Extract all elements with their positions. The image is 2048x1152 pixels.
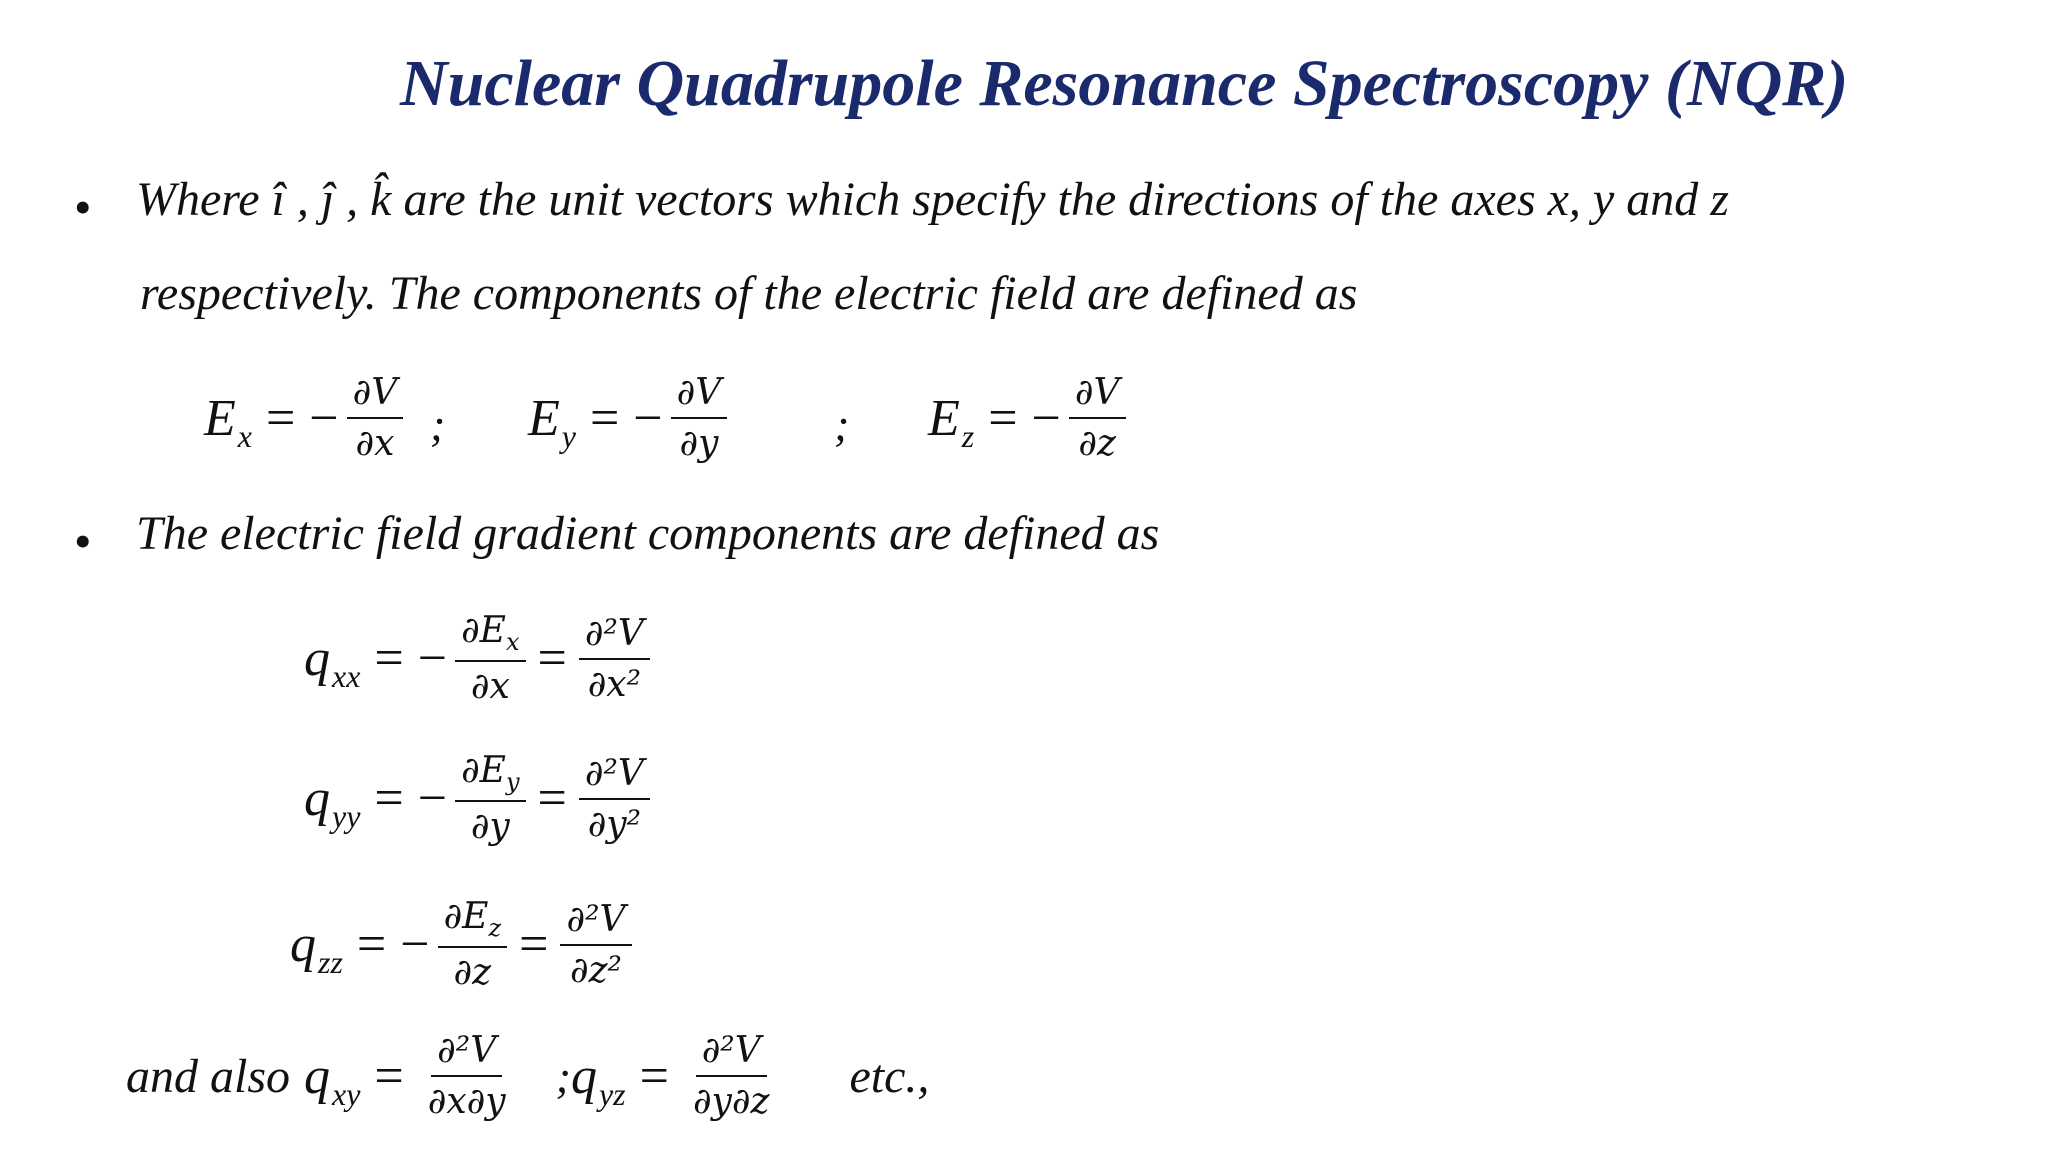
sep-1: ;: [430, 399, 446, 450]
eq-ex-lhs: E: [204, 389, 236, 447]
eq-qzz-num2: ∂²V: [560, 899, 631, 946]
last-suffix: etc.,: [849, 1049, 930, 1103]
eq-ey-sub: y: [561, 417, 576, 454]
eq-qzz-minus: −: [400, 916, 430, 974]
last-sep: ;: [555, 1050, 571, 1102]
eq-qxx-num2: ∂²V: [579, 613, 650, 660]
eq-ex-frac: [347, 372, 404, 464]
eq-qzz-equals2: =: [519, 916, 549, 974]
eq-qyy-num2: ∂²V: [579, 753, 650, 800]
bullet-1: •: [74, 179, 92, 235]
last-sub1: xy: [332, 1075, 361, 1112]
bullet-2: •: [74, 513, 92, 569]
eq-qzz-den2: ∂z²: [569, 949, 622, 991]
eq-qxx-equals: =: [374, 630, 404, 688]
slide-title: Nuclear Quadrupole Resonance Spectroscopy (NQR): [400, 47, 1849, 120]
eq-qyy-equals2: =: [537, 770, 567, 828]
eq-ez-minus: −: [1031, 389, 1061, 447]
eq-qzz-den1: ∂z: [453, 952, 492, 994]
eq-qzz-sub: zz: [318, 944, 343, 981]
eq-ez-den: ∂z: [1078, 423, 1116, 464]
eq-qxx-num1-wrap: [455, 610, 525, 662]
eq-qxx-num1sub: x: [505, 628, 520, 657]
last-equals2: =: [639, 1047, 669, 1105]
last-num2: ∂²V: [696, 1030, 767, 1077]
eq-qzz-num1sub: z: [488, 914, 502, 943]
eq-ey-num: ∂V: [671, 372, 728, 419]
eq-ey-equals: =: [589, 389, 620, 447]
sep-2: ;: [834, 399, 850, 450]
eq-qyy-sub: yy: [332, 798, 361, 835]
eq-ez-equals: =: [988, 389, 1018, 447]
eq-ex-sub: x: [237, 417, 252, 454]
eq-ex-num: ∂V: [347, 372, 404, 419]
eq-qyy-num1-wrap: [455, 750, 525, 802]
eq-qxx-den2: ∂x²: [587, 663, 642, 705]
eq-qxx-den1: ∂x: [470, 666, 510, 708]
eq-qyy-equals: =: [374, 770, 404, 828]
eq-qzz-lhs: q: [290, 916, 316, 974]
eq-qzz-frac1: [438, 896, 508, 993]
eq-qyy-frac1: [455, 750, 525, 847]
para1-line1: Where î , ĵ , k̂ are the unit vectors which specify the directions of the axes x, y and z: [136, 173, 1729, 226]
eq-ez-lhs: E: [928, 389, 960, 447]
last-frac1: [422, 1030, 512, 1122]
eq-ey-frac: [671, 372, 728, 464]
eq-qxx-num1: ∂E: [461, 610, 506, 651]
eq-ez: [928, 372, 1130, 464]
eq-qyy-frac2: [579, 753, 650, 845]
eq-qzz-frac2: [560, 899, 631, 991]
eq-ez-frac: [1069, 372, 1126, 464]
last-equals1: =: [374, 1047, 404, 1105]
eq-qyy-lhs: q: [304, 770, 330, 828]
eq-qzz: [290, 896, 636, 993]
last-num1: ∂²V: [431, 1030, 502, 1077]
eq-ey: [528, 372, 731, 464]
eq-qyy-num1sub: y: [505, 768, 520, 797]
eq-qzz-equals: =: [356, 916, 387, 974]
para2: The electric field gradient components are defined as: [136, 507, 1160, 560]
eq-qzz-num1: ∂E: [443, 896, 489, 937]
last-frac2: [687, 1030, 776, 1122]
last-den1: ∂x∂y: [427, 1081, 506, 1122]
eq-qyy: [304, 750, 654, 847]
eq-qxx-sub: xx: [332, 658, 361, 695]
eq-ey-lhs: E: [528, 389, 560, 447]
eq-ey-den: ∂y: [679, 423, 719, 464]
eq-ex-den: ∂x: [355, 423, 395, 464]
eq-qyy-den2: ∂y²: [587, 803, 642, 845]
eq-qzz-num1-wrap: [438, 896, 508, 948]
para1-line2: respectively. The components of the electric field are defined as: [140, 267, 1358, 320]
eq-ez-sub: z: [961, 417, 975, 454]
eq-qyy-num1: ∂E: [461, 750, 506, 791]
eq-qyy-den1: ∂y: [470, 806, 510, 848]
eq-qxx-equals2: =: [537, 630, 567, 688]
eq-ez-num: ∂V: [1069, 372, 1126, 419]
eq-last-line: [126, 1030, 929, 1122]
last-sub2: yz: [598, 1075, 626, 1112]
eq-qyy-minus: −: [417, 770, 448, 828]
eq-qxx: [304, 610, 654, 707]
last-den2: ∂y∂z: [692, 1081, 770, 1122]
last-prefix: and also: [126, 1049, 291, 1103]
eq-ex-equals: =: [265, 389, 296, 447]
eq-ey-minus: −: [633, 389, 663, 447]
eq-qxx-frac1: [455, 610, 525, 707]
eq-qxx-frac2: [579, 613, 650, 705]
eq-ex-minus: −: [309, 389, 339, 447]
eq-qxx-minus: −: [417, 630, 448, 688]
last-lhs1: q: [304, 1047, 331, 1105]
eq-qxx-lhs: q: [304, 630, 330, 688]
last-lhs2: q: [570, 1047, 597, 1105]
eq-ex: [204, 372, 407, 464]
